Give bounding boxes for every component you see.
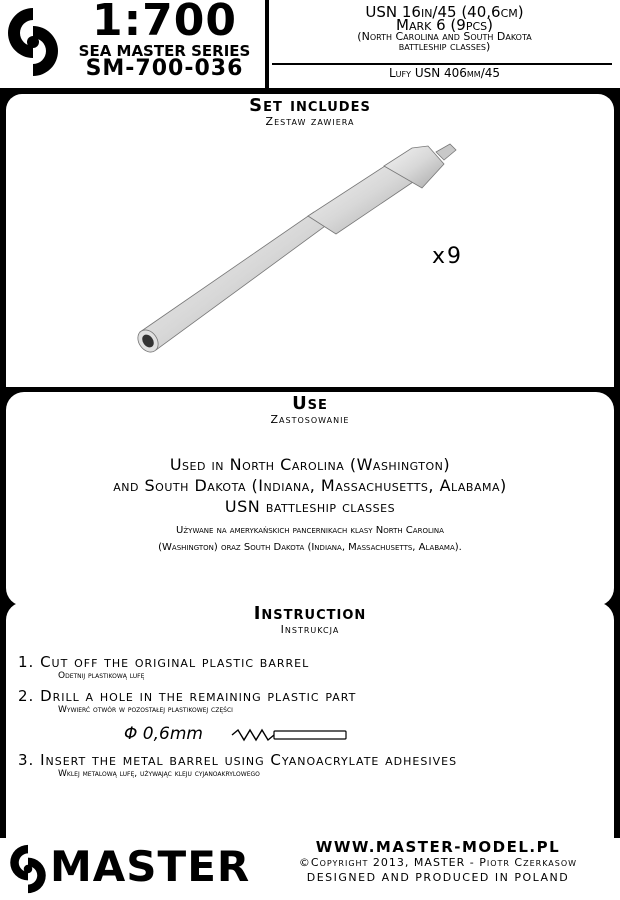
quantity-label: x9 [432,244,464,269]
title-line-4: battleship classes) [398,40,491,53]
master-s-logo-icon [6,842,50,896]
drill-spec [18,722,608,748]
footer [0,838,620,900]
product-subtitle: Lufy USN 406mm/45 [388,66,501,80]
use-pl-line-2: (Washington) oraz South Dakota (Indiana, Massachusetts, Alabama). [158,542,462,553]
footer-info [262,840,614,885]
use-en-line-2: and South Dakota (Indiana, Massachusetts, Alabama) [113,476,507,495]
instruction-steps [18,654,608,786]
header-rule [272,63,612,65]
master-s-logo-icon [4,4,62,80]
use-title: Use [292,393,328,414]
instruction-title: Instruction [253,603,367,624]
title-line-1: USN 16in/45 (40,6cm) [365,3,524,21]
step-1-en: 1. Cut off the original plastic barrel [18,653,310,671]
step-2 [18,688,608,716]
step-2-pl: Wywierć otwór w pozostałej plastikowej części [58,705,233,715]
drill-bit-icon [230,728,350,742]
title-line-3: (North Carolina and South Dakota [357,30,532,43]
header-divider [265,0,269,88]
copyright-text: ©Copyright 2013, MASTER - Piotr Czerkasow [298,856,578,869]
website-link[interactable]: WWW.MASTER-MODEL.PL [315,838,561,856]
step-3 [18,752,608,780]
product-code: SM-700-036 [85,56,244,81]
set-includes-subtitle: Zestaw zawiera [265,115,355,128]
title-line-2: Mark 6 (9pcs) [396,16,493,34]
scale-label: 1:700 [91,0,238,46]
step-1-pl: Odetnij plastikową lufę [58,671,145,681]
instruction-panel [6,602,614,838]
use-english-text [6,454,614,517]
step-1 [18,654,608,682]
set-includes-panel [6,94,614,387]
use-pl-line-1: Używane na amerykańskich pancernikach klasy North Carolina [176,525,444,536]
use-en-line-3: USN battleship classes [224,497,396,516]
step-2-en: 2. Drill a hole in the remaining plastic part [18,687,357,705]
step-3-en: 3. Insert the metal barrel using Cyanoacrylate adhesives [18,751,458,769]
use-polish-text [6,522,614,556]
series-label: SEA MASTER SERIES [78,42,251,60]
set-includes-title: Set includes [249,95,371,116]
use-subtitle: Zastosowanie [270,413,350,426]
drill-size-label: Φ 0,6mm [124,724,203,744]
use-en-line-1: Used in North Carolina (Washington) [169,455,451,474]
product-title [272,3,617,53]
instruction-subtitle: Instrukcja [280,623,340,636]
brand-name: MASTER [50,842,251,891]
use-panel [6,392,614,606]
header [0,0,620,88]
step-3-pl: Wklej metalową lufę, używając kleju cyjanoakrylowego [58,769,260,779]
made-in-text: DESIGNED AND PRODUCED IN POLAND [306,871,570,884]
